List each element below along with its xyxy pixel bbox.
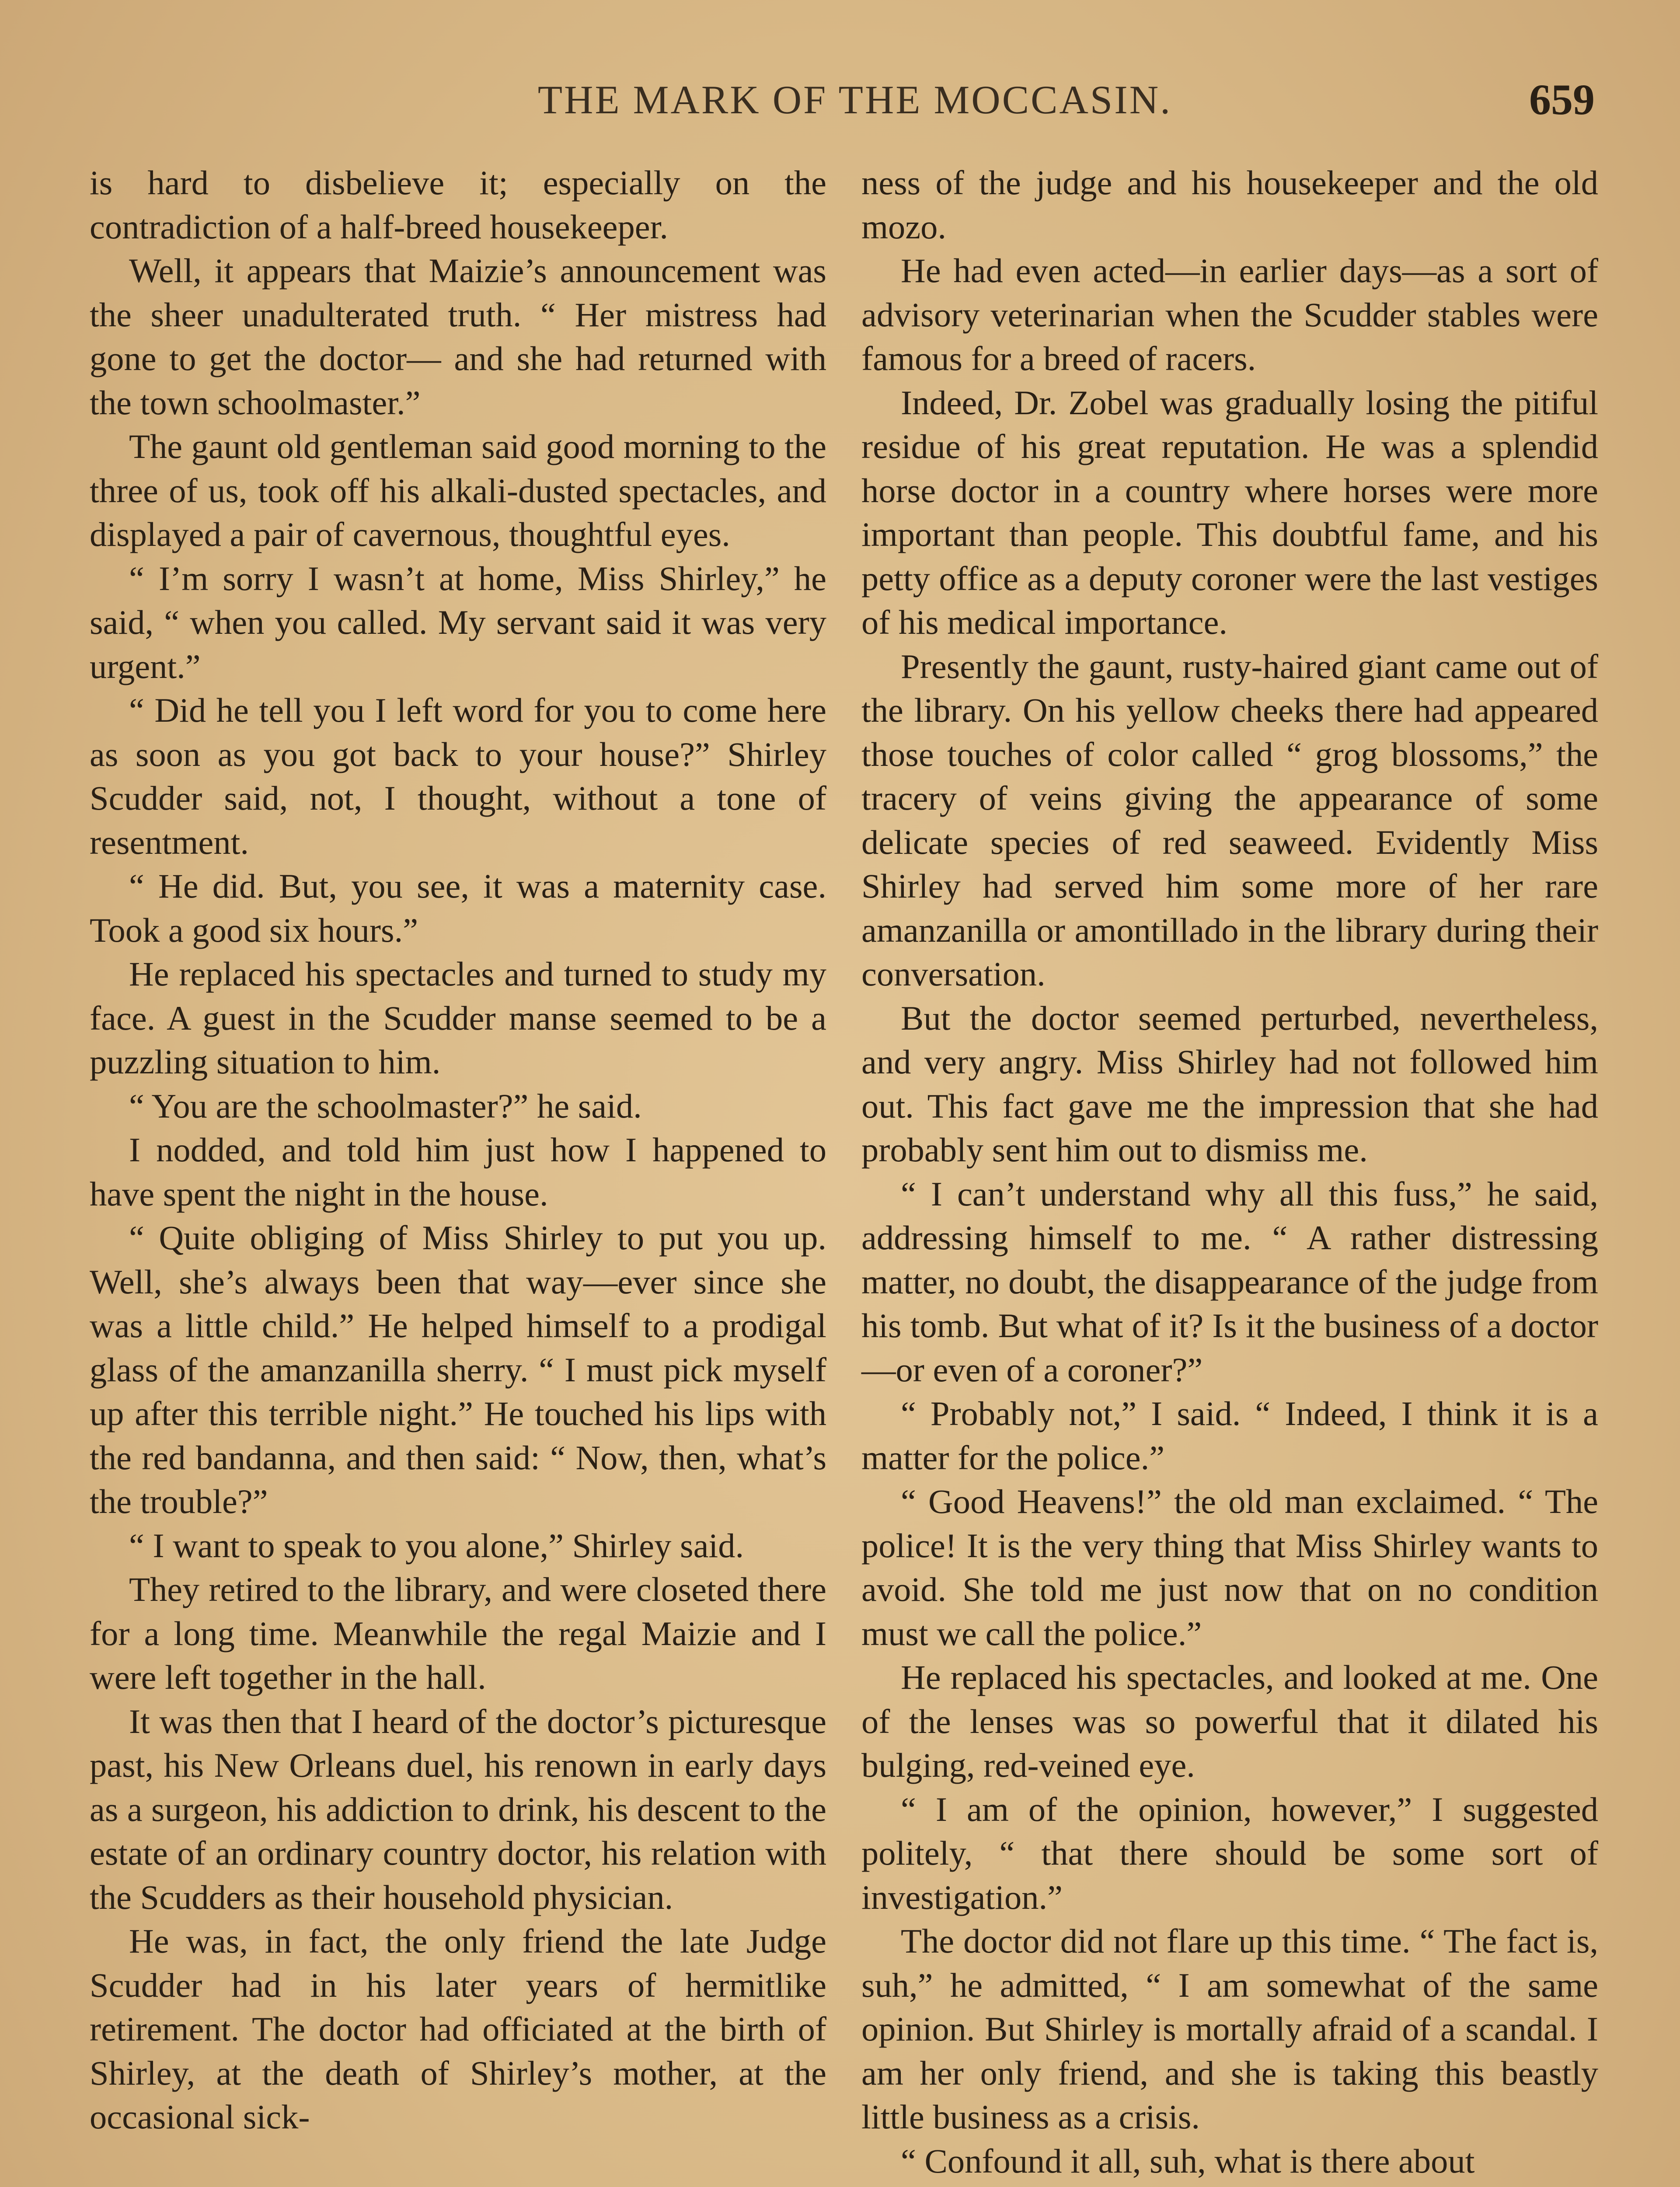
paragraph: He replaced his spectacles and turned to study my face. A guest in the Scudder manse seemed to be a puzzling situation to him. [90, 955, 826, 1081]
paragraph: Well, it appears that Maizie’s announcement was the sheer unadulterated truth. “ Her mistress had gone to get the doctor— and she had returned with the town schoolmaster.” [90, 252, 826, 422]
paragraph: is hard to disbelieve it; especially on the contradiction of a half-breed housekeeper. [90, 164, 826, 246]
paragraph: He was, in fact, the only friend the late Judge Scudder had in his later years of hermitlike retirement. The doctor had officiated at the birth of Shirley, at the death of Shirley’s mother, at the occasional sick- [90, 1922, 826, 2136]
running-title: THE MARK OF THE MOCCASIN. [537, 77, 1172, 122]
paragraph: Indeed, Dr. Zobel was gradually losing the pitiful residue of his great reputation. He was a splendid horse doctor in a country where horses were more important than people. This doubtful fame, and his petty office as a deputy coroner were the last vestiges of his medical importance. [861, 383, 1598, 641]
paragraph: “ Good Heavens!” the old man exclaimed. “ The police! It is the very thing that Miss Shirley wants to avoid. She told me just now that on no condition must we call the police.” [861, 1482, 1598, 1652]
paragraph: He replaced his spectacles, and looked at me. One of the lenses was so powerful that it dilated his bulging, red-veined eye. [861, 1658, 1598, 1784]
paragraph: “ Did he tell you I left word for you to come here as soon as you got back to your house?” Shirley Scudder said, not, I thought, without a tone of resentment. [90, 691, 826, 861]
paragraph: “ He did. But, you see, it was a maternity case. Took a good six hours.” [90, 867, 826, 949]
paragraph: He had even acted—in earlier days—as a sort of advisory veterinarian when the Scudder stables were famous for a breed of racers. [861, 252, 1598, 377]
right-column [861, 161, 1598, 2183]
paragraph: ness of the judge and his housekeeper and the old mozo. [861, 164, 1598, 246]
paragraph: “ Confound it all, suh, what is there about [901, 2142, 1475, 2180]
paragraph: It was then that I heard of the doctor’s picturesque past, his New Orleans duel, his renown in early days as a surgeon, his addiction to drink, his descent to the estate of an ordinary country doctor, his relation with the Scudders as their household physician. [90, 1702, 826, 1916]
paragraph: “ I am of the opinion, however,” I suggested politely, “ that there should be some sort of investigation.” [861, 1790, 1598, 1916]
paragraph: They retired to the library, and were closeted there for a long time. Meanwhile the regal Maizie and I were left together in the hall. [90, 1570, 826, 1696]
paragraph: I nodded, and told him just how I happened to have spent the night in the house. [90, 1131, 826, 1213]
page-number: 659 [1529, 75, 1595, 124]
paragraph: “ Probably not,” I said. “ Indeed, I think it is a matter for the police.” [861, 1394, 1598, 1477]
paragraph: “ I can’t understand why all this fuss,” he said, addressing himself to me. “ A rather distressing matter, no doubt, the disappearance of the judge from his tomb. But what of it? Is it the business of a doctor—or even of a coroner?” [861, 1174, 1598, 1389]
paragraph: “ You are the schoolmaster?” he said. [129, 1087, 642, 1125]
left-column [90, 161, 826, 2139]
paragraph: “ Quite obliging of Miss Shirley to put you up. Well, she’s always been that way—ever since she was a little child.” He helped himself to a prodigal glass of the amanzanilla sherry. “ I must pick myself up after this terrible night.” He touched his lips with the red bandanna, and then said: “ Now, then, what’s the trouble?” [90, 1219, 826, 1520]
paragraph: But the doctor seemed perturbed, nevertheless, and very angry. Miss Shirley had not followed him out. This fact gave me the impression that she had probably sent him out to dismiss me. [861, 999, 1598, 1169]
paragraph: “ I’m sorry I wasn’t at home, Miss Shirley,” he said, “ when you called. My servant said it was very urgent.” [90, 559, 826, 685]
paragraph: Presently the gaunt, rusty-haired giant came out of the library. On his yellow cheeks there had appeared those touches of color called “ grog blossoms,” the tracery of veins giving the appearance of some delicate species of red seaweed. Evidently Miss Shirley had served him some more of her rare amanzanilla or amontillado in the library during their conversation. [861, 647, 1598, 993]
paragraph: “ I want to speak to you alone,” Shirley said. [129, 1526, 744, 1565]
paragraph: The doctor did not flare up this time. “ The fact is, suh,” he admitted, “ I am somewhat of the same opinion. But Shirley is mortally afraid of a scandal. I am her only friend, and she is taking this beastly little business as a crisis. [861, 1922, 1598, 2136]
paragraph: The gaunt old gentleman said good morning to the three of us, took off his alkali-dusted spectacles, and displayed a pair of cavernous, thoughtful eyes. [90, 427, 826, 553]
